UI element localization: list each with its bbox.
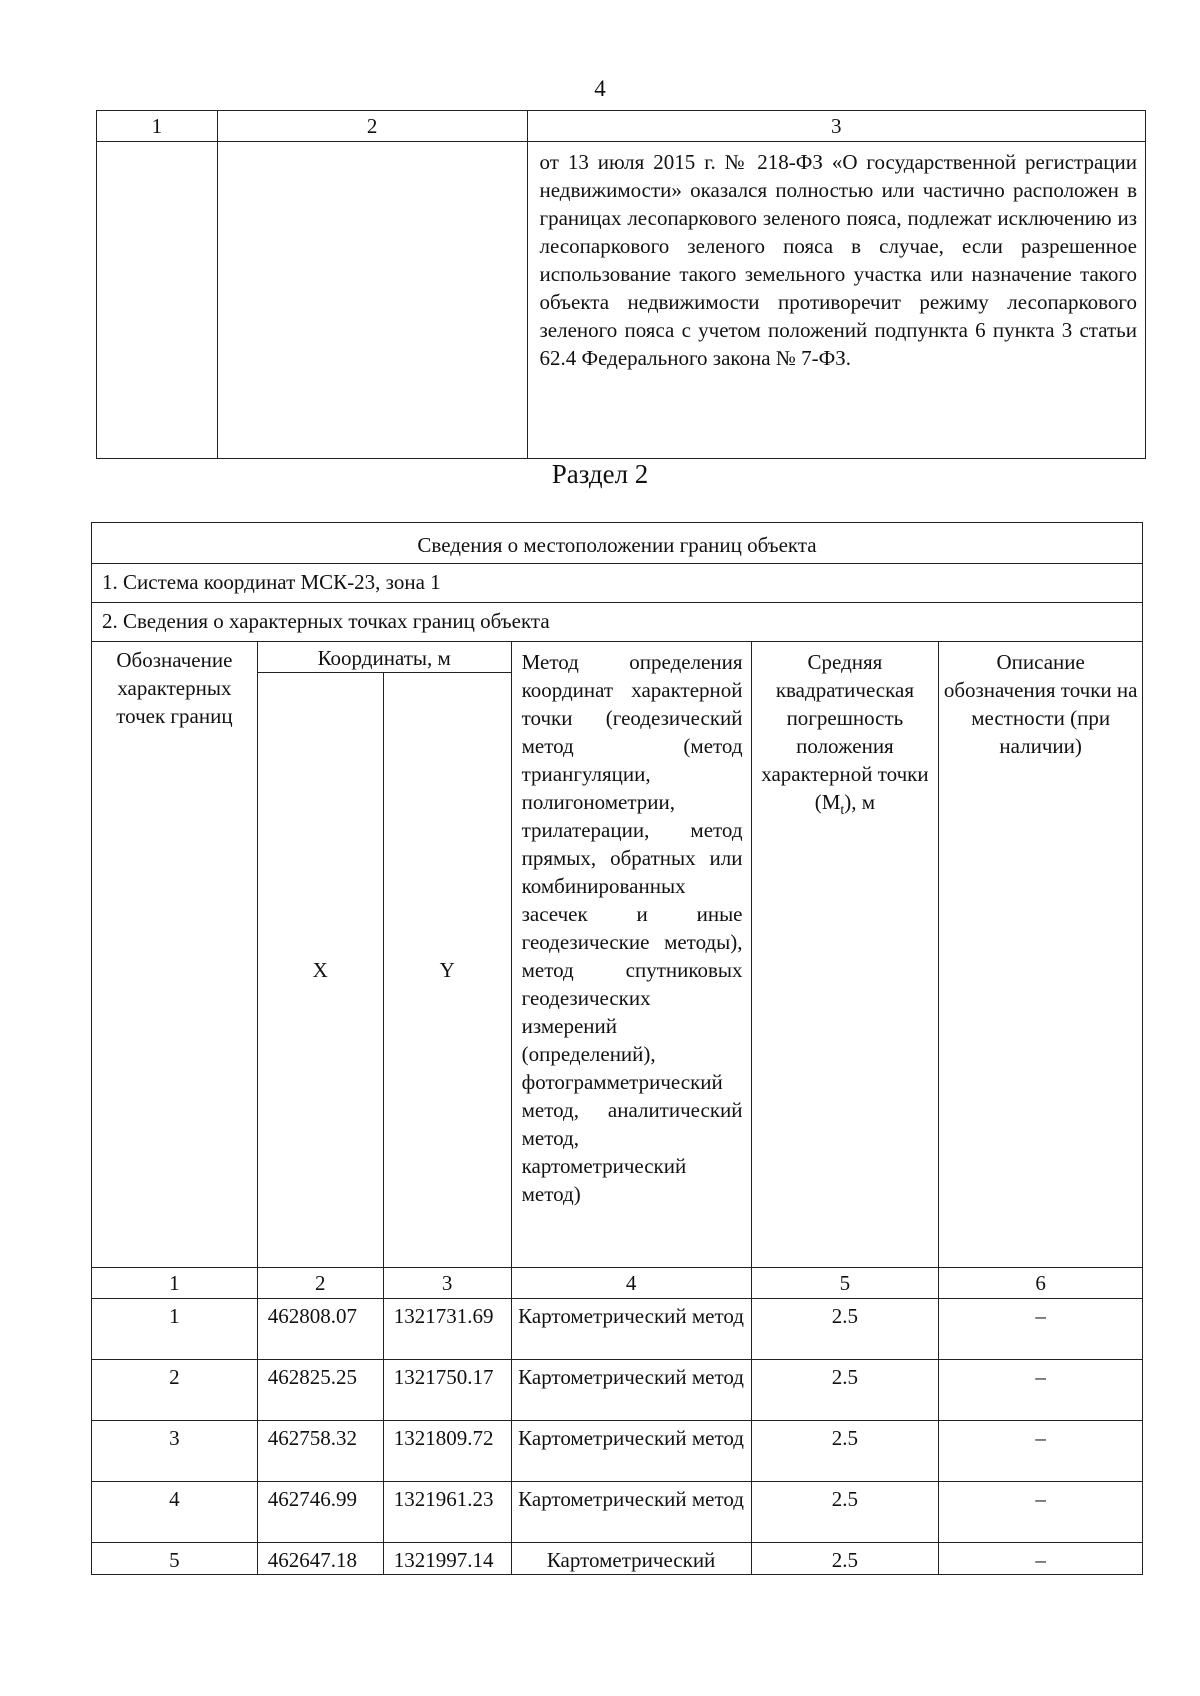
col-description: Описание обозначения точки на местности (при наличии): [939, 642, 1143, 1268]
coord-y-value: 1321961.23: [383, 1482, 511, 1543]
point-number: 2: [92, 1360, 258, 1421]
col-number: 4: [511, 1268, 751, 1299]
col-method: Метод определения координат характерной точки (геодезический метод (метод триангуляции, полигонометрии, трилатерации, метод прямых, обратных или комбинированных засечек и иные геодезические методы), метод спутниковых геодезических измерений (определений), фотограмметрический метод, аналитический метод, картометрический метод): [511, 642, 751, 1268]
point-number: 3: [92, 1421, 258, 1482]
coord-x-value: 462746.99: [257, 1482, 383, 1543]
method-value: Картометрический: [511, 1543, 751, 1575]
error-value: 2.5: [751, 1543, 939, 1575]
col-number: 2: [257, 1268, 383, 1299]
table-row: [92, 1482, 1143, 1543]
method-value: Картометрический метод: [511, 1360, 751, 1421]
col-error: Средняя квадратическая погрешность положения характерной точки $(M_t)$, м: [751, 642, 939, 1268]
col-y: Y: [383, 673, 511, 1268]
method-value: Картометрический метод: [511, 1299, 751, 1360]
col-header-1: 1: [97, 111, 218, 142]
description-value: –: [939, 1360, 1143, 1421]
error-value: 2.5: [751, 1360, 939, 1421]
coord-x-value: 462825.25: [257, 1360, 383, 1421]
method-value: Картометрический метод: [511, 1482, 751, 1543]
coord-x-value: 462647.18: [257, 1543, 383, 1575]
point-number: 5: [92, 1543, 258, 1575]
col-number: 3: [383, 1268, 511, 1299]
points-info-row: 2. Сведения о характерных точках границ объекта: [92, 603, 1143, 642]
point-number: 1: [92, 1299, 258, 1360]
col-point-designation: Обозначение характерных точек границ: [92, 642, 258, 1268]
coordinate-system-row: 1. Система координат МСК-23, зона 1: [92, 564, 1143, 603]
col-number: 1: [92, 1268, 258, 1299]
coord-y-value: 1321731.69: [383, 1299, 511, 1360]
coord-y-value: 1321750.17: [383, 1360, 511, 1421]
table-row: [92, 1360, 1143, 1421]
col-header-3: 3: [527, 111, 1146, 142]
col-coordinates: Координаты, м: [257, 642, 511, 673]
error-value: 2.5: [751, 1299, 939, 1360]
col-header-2: 2: [217, 111, 527, 142]
continuation-table: [96, 110, 1146, 459]
method-value: Картометрический метод: [511, 1421, 751, 1482]
error-value: 2.5: [751, 1421, 939, 1482]
coord-y-value: 1321809.72: [383, 1421, 511, 1482]
page-number: 4: [594, 76, 606, 101]
empty-cell: [97, 142, 218, 459]
description-value: –: [939, 1299, 1143, 1360]
col-number: 6: [939, 1268, 1143, 1299]
table-row: [92, 1543, 1143, 1575]
description-value: –: [939, 1543, 1143, 1575]
boundary-points-table: [91, 522, 1143, 1575]
description-value: –: [939, 1421, 1143, 1482]
col-number: 5: [751, 1268, 939, 1299]
col-x: X: [257, 673, 383, 1268]
table-row: [92, 1421, 1143, 1482]
error-value: 2.5: [751, 1482, 939, 1543]
coord-x-value: 462808.07: [257, 1299, 383, 1360]
point-number: 4: [92, 1482, 258, 1543]
coord-y-value: 1321997.14: [383, 1543, 511, 1575]
table-title: Сведения о местоположении границ объекта: [92, 523, 1143, 564]
section-title: Раздел 2: [551, 459, 649, 489]
description-value: –: [939, 1482, 1143, 1543]
coord-x-value: 462758.32: [257, 1421, 383, 1482]
table-row: [92, 1299, 1143, 1360]
continuation-text: от 13 июля 2015 г. № 218-ФЗ «О государственной регистрации недвижимости» оказался полностью или частично расположен в границах лесопаркового зеленого пояса, подлежат исключению из лесопаркового зеленого пояса в случае, если разрешенное использование такого земельного участка или назначение такого объекта недвижимости противоречит режиму лесопаркового зеленого пояса с учетом положений подпункта 6 пункта 3 статьи 62.4 Федерального закона № 7-ФЗ.: [527, 142, 1146, 459]
empty-cell: [217, 142, 527, 459]
